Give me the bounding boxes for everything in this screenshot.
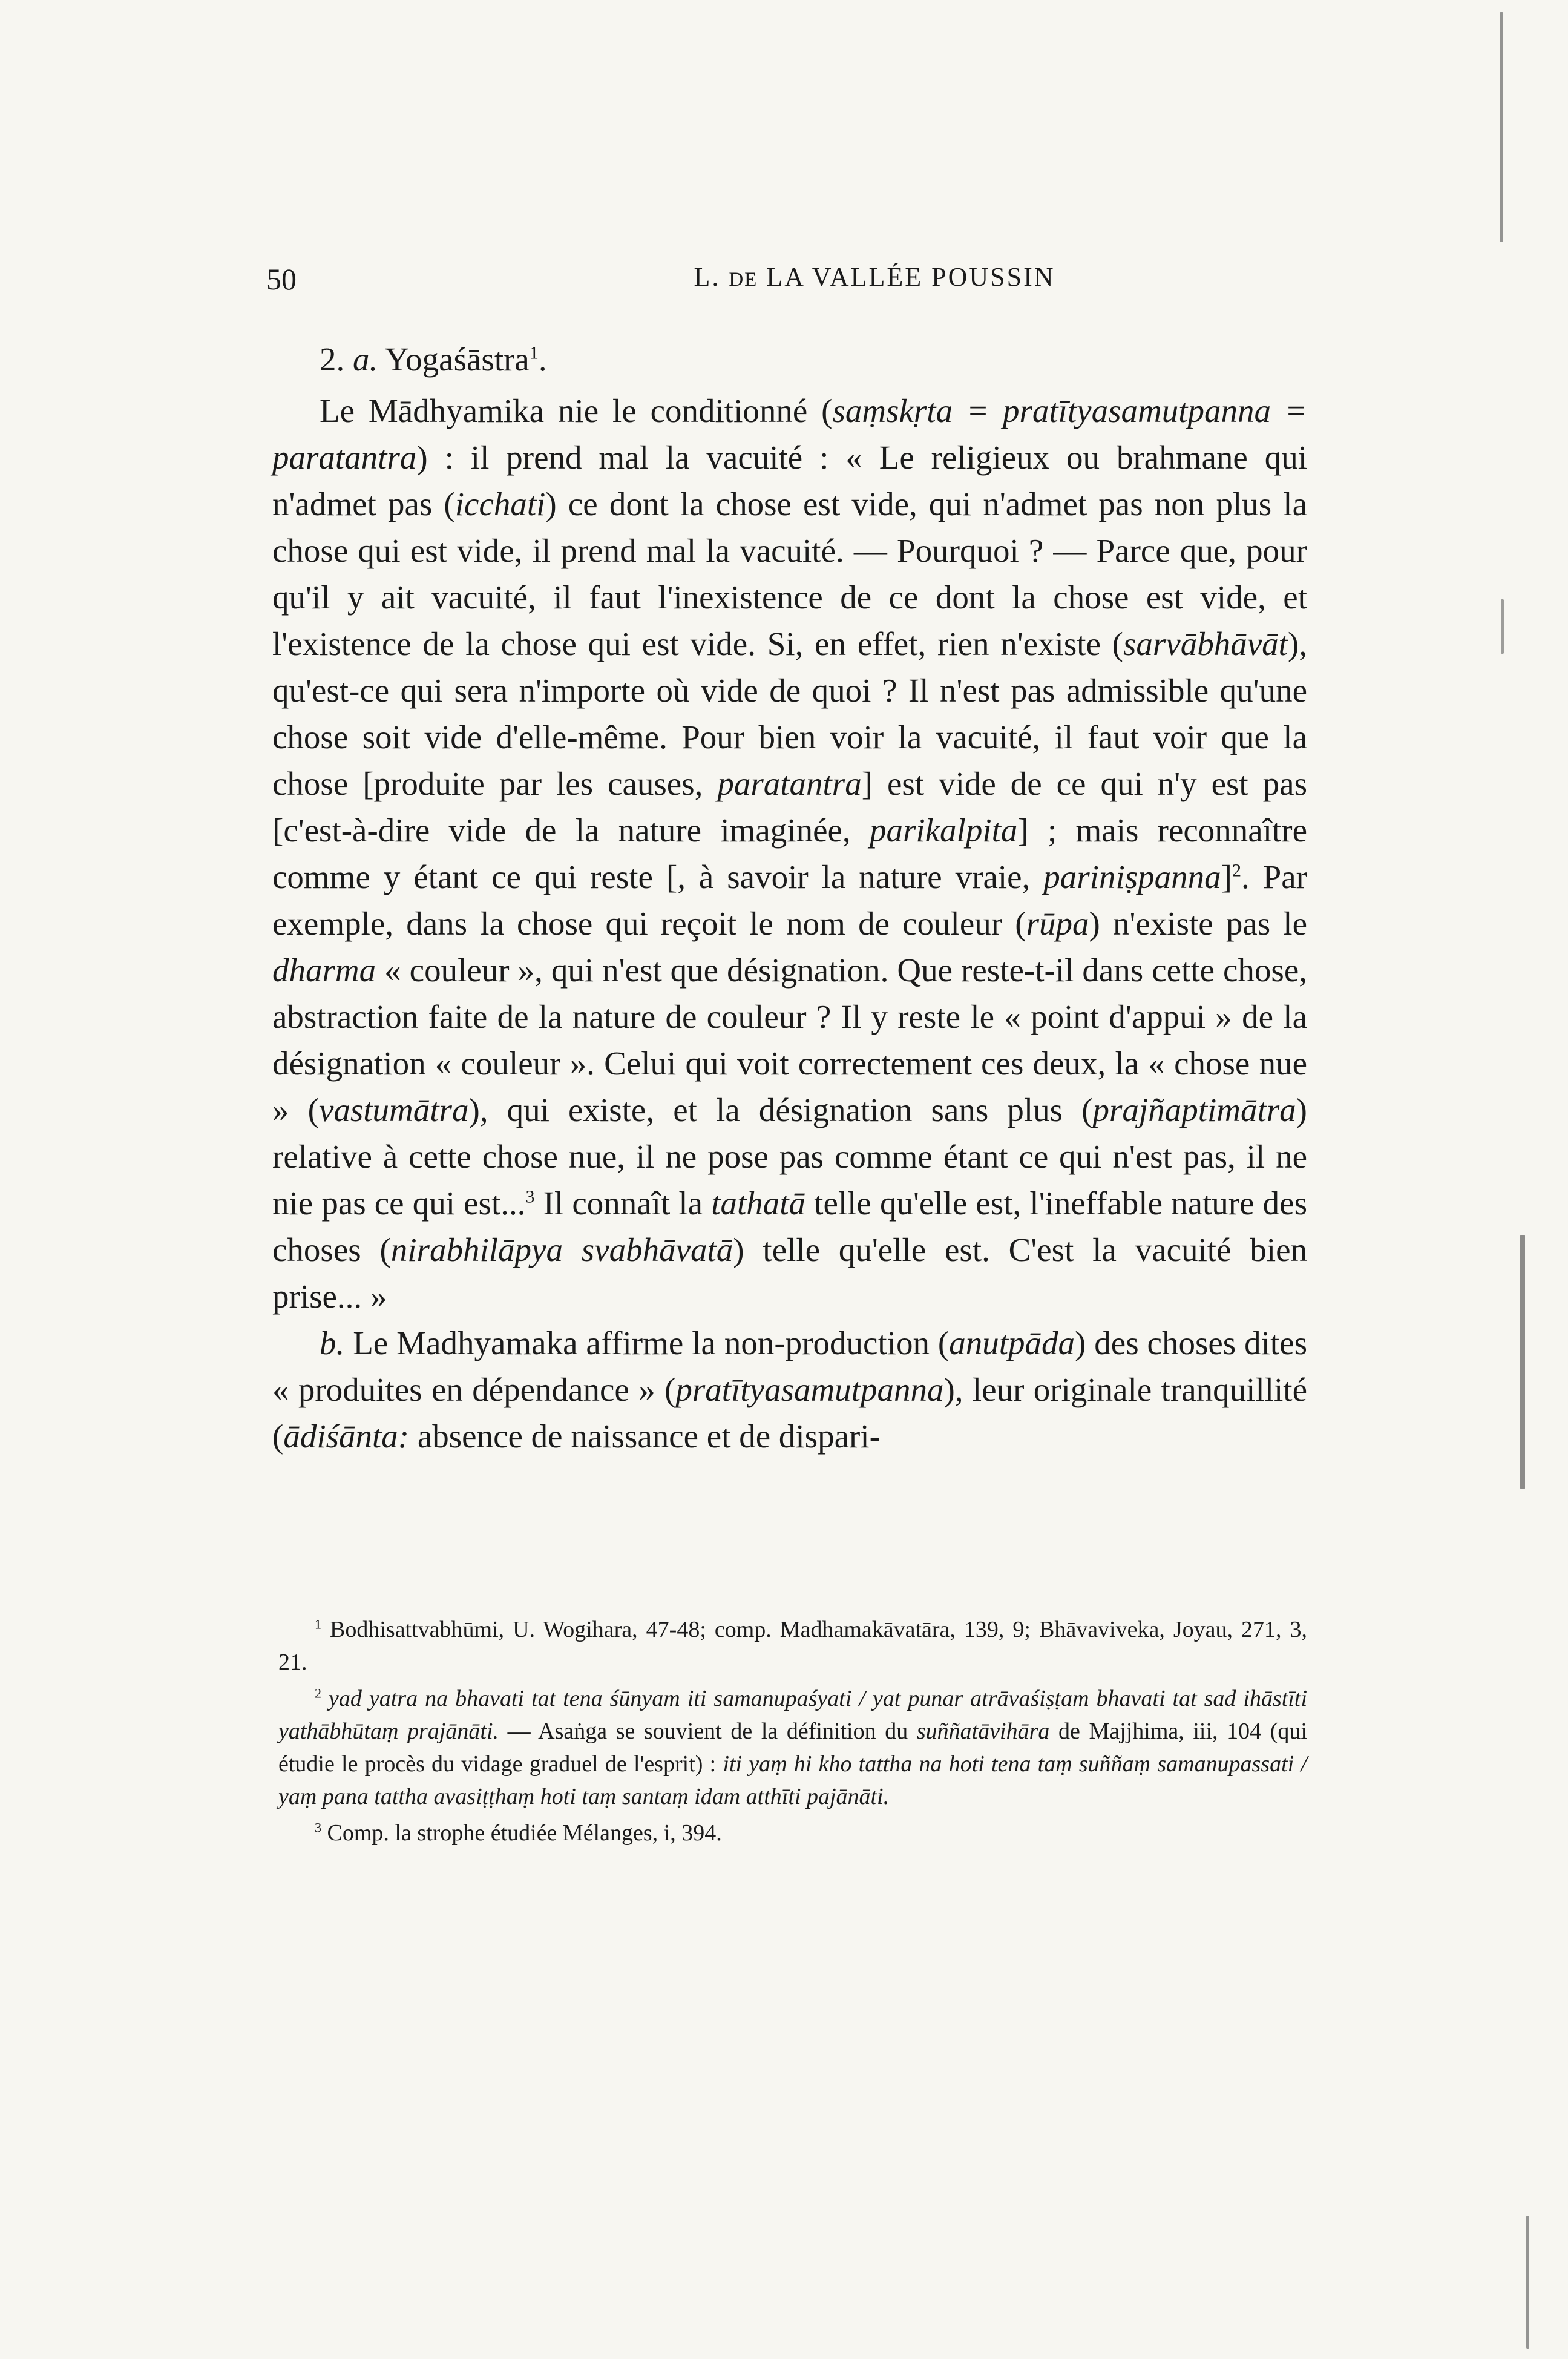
footnote-ref-3[interactable]: 3: [525, 1186, 535, 1207]
section-letter: a.: [353, 341, 378, 378]
main-text: [272, 336, 1307, 1459]
footnotes: [278, 1613, 1307, 1853]
scan-edge-mark: [1520, 1235, 1525, 1489]
section-heading: 2. a. Yogaśāstra$^1$.: [320, 341, 547, 378]
scan-edge-mark: [1500, 12, 1503, 242]
paragraph-b: b. Le Madhyamaka affirme la non-production (anutpāda) des choses dites « produites en dépendance » (pratītyasamutpanna), leur originale tranquillité (ādiśānta: absence de naissance et de dispari-: [272, 1324, 1307, 1455]
section-number: 2.: [320, 341, 345, 378]
author-initial: L.: [694, 262, 721, 292]
paragraph-letter: b.: [320, 1324, 345, 1361]
page-header: [266, 262, 1319, 304]
footnote-ref-1[interactable]: 1: [529, 343, 539, 363]
author-surname: LA VALLÉE POUSSIN: [766, 262, 1055, 292]
author-particle: DE: [729, 269, 758, 291]
scan-edge-mark: [1526, 2216, 1529, 2349]
scan-edge-mark: [1501, 599, 1504, 654]
running-title: [569, 262, 1180, 292]
footnote-1: $^1$ Bodhisattvabhūmi, U. Wogihara, 47-48; comp. Madhamakāvatāra, 139, 9; Bhāvaviveka, Joyau, 271, 3, 21.: [278, 1616, 1308, 1675]
page-number: 50: [266, 262, 297, 296]
footnote-mark: 1: [315, 1616, 321, 1632]
footnote-mark: 2: [315, 1685, 321, 1701]
footnote-mark: 3: [315, 1820, 321, 1835]
paragraph-a: Le Mādhyamika nie le conditionné (saṃskṛta = pratītyasamutpanna = paratantra) : il prend mal la vacuité : « Le religieux ou brahmane qui n'admet pas (icchati) ce dont la chose est vide, qui n'admet pas non plus la chose qui est vide, il prend mal la vacuité. — Pourquoi ? — Parce que, pour qu'il y ait vacuité, il faut l'inexistence de ce dont la chose est vide, et l'existence de la chose qui est vide. Si, en effet, rien n'existe (sarvābhāvāt), qu'est-ce qui sera n'importe où vide de quoi ? Il n'est pas admissible qu'une chose soit vide d'elle-même. Pour bien voir la vacuité, il faut voir que la chose [produite par les causes, paratantra] est vide de ce qui n'y est pas [c'est-à-dire vide de la nature imaginée, parikalpita] ; mais reconnaître comme y étant ce qui reste [, à savoir la nature vraie, pariniṣpanna]$^2$. Par exemple, dans la chose qui reçoit le nom de couleur (rūpa) n'existe pas le dharma « couleur », qui n'est que désignation. Que reste-t-il dans cette chose, abstraction faite de la nature de couleur ? Il y reste le « point d'appui » de la désignation « couleur ». Celui qui voit correctement ces deux, la « chose nue » (vastumātra), qui existe, et la désignation sans plus (prajñaptimātra) relative à cette chose nue, il ne pose pas comme étant ce qui n'est pas, il ne nie pas ce qui est...$^3$ Il connaît la tathatā telle qu'elle est, l'ineffable nature des choses (nirabhilāpya svabhāvatā) telle qu'elle est. C'est la vacuité bien prise... »: [272, 392, 1308, 1315]
footnote-2: $^2$ yad yatra na bhavati tat tena śūnyam iti samanupaśyati / yat punar atrāvaśiṣṭam bhavati tat sad ihāstīti yathābhūtaṃ prajānāti. — Asaṅga se souvient de la définition du suññatāvihāra de Majjhima, iii, 104 (qui étudie le procès du vidage graduel de l'esprit) : iti yaṃ hi kho tattha na hoti tena taṃ suññaṃ samanupassati / yaṃ pana tattha avasiṭṭhaṃ hoti taṃ santaṃ idam atthīti pajānāti.: [278, 1685, 1308, 1809]
section-title: Yogaśāstra: [384, 341, 530, 378]
footnote-3: $^3$ Comp. la strophe étudiée Mélanges, i, 394.: [315, 1820, 722, 1846]
footnote-ref-2[interactable]: 2: [1232, 860, 1241, 881]
